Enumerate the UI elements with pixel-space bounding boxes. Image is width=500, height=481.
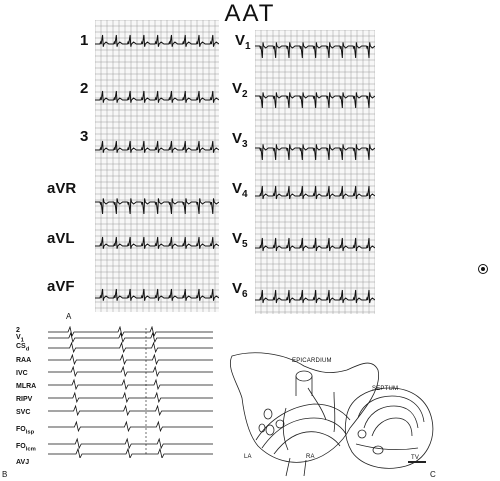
trace-ch-mlra	[48, 380, 213, 389]
tv-label: TV	[411, 455, 420, 461]
ecg-grid	[95, 20, 219, 312]
lead-label-v6: $V_6$	[232, 280, 248, 300]
panel-c-letter: C	[430, 470, 436, 479]
trace-ch-csd	[48, 343, 213, 352]
ecg-precordial-leads-panel	[255, 30, 375, 314]
channel-label-2: 2	[16, 327, 20, 334]
ra-label: RA	[306, 454, 315, 460]
septum-label: SEPTUM	[372, 386, 399, 392]
trace-ch-fo-lsp	[48, 422, 213, 431]
lead-label-3: 3	[80, 128, 89, 145]
channel-label-mlra: MLRA	[16, 383, 37, 390]
channel-label-fo-lcm: $FO_{lcm}$	[16, 443, 36, 453]
lead-label-v1: $V_1$	[235, 32, 251, 52]
lead-label-avr: aVR	[47, 180, 77, 197]
activation-map-drawing	[222, 348, 442, 478]
lead-label-v3: $V_3$	[232, 130, 248, 150]
channel-label-raa: RAA	[16, 357, 32, 364]
ecg-precordial-leads-trace	[255, 30, 375, 314]
channel-label-v1: $V_1$	[16, 334, 24, 344]
epicardium-label: EPICARDIUM	[292, 358, 332, 364]
trace-ch-svc	[48, 406, 213, 415]
trace-lead-avf	[95, 289, 219, 301]
trace-ch-raa	[48, 355, 213, 364]
ecg-grid	[255, 30, 375, 314]
trace-ch-ivc	[48, 367, 213, 376]
panel-b-letter: B	[2, 470, 8, 479]
channel-label-csd: $CS_d$	[16, 343, 30, 353]
lead-label-2: 2	[80, 80, 89, 97]
panel-a-letter: A	[66, 312, 72, 321]
channel-label-ivc: IVC	[16, 370, 28, 377]
ecg-limb-leads-trace	[95, 20, 219, 312]
lead-label-1: 1	[80, 32, 89, 49]
lead-label-v4: $V_4$	[232, 180, 248, 200]
lead-label-avf: aVF	[47, 278, 75, 295]
lead-label-v2: $V_2$	[232, 80, 248, 100]
ecg-limb-leads-panel	[95, 20, 219, 312]
trace-lead-avl	[95, 237, 219, 249]
lead-label-v5: $V_5$	[232, 230, 248, 250]
channel-label-svc: SVC	[16, 409, 31, 416]
la-label: LA	[244, 454, 252, 460]
intracardiac-recordings-panel	[48, 326, 213, 458]
registration-mark-icon	[478, 264, 488, 274]
septum-map	[345, 388, 433, 468]
trace-ch-avj	[48, 449, 213, 458]
channel-label-fo-lsp: $FO_{lsp}$	[16, 426, 35, 436]
channel-label-avj: AVJ	[16, 459, 30, 466]
trace-ch-2	[48, 327, 213, 336]
trace-lead-1	[95, 35, 219, 47]
intracardiac-traces	[48, 326, 213, 458]
trace-lead-2	[95, 91, 219, 103]
figure-title: AAT	[224, 0, 276, 27]
trace-ch-fo-lcm	[48, 439, 213, 448]
trace-lead-3	[95, 141, 219, 153]
channel-label-ripv: RIPV	[16, 396, 33, 403]
lead-label-avl: aVL	[47, 230, 75, 247]
trace-ch-ripv	[48, 393, 213, 402]
